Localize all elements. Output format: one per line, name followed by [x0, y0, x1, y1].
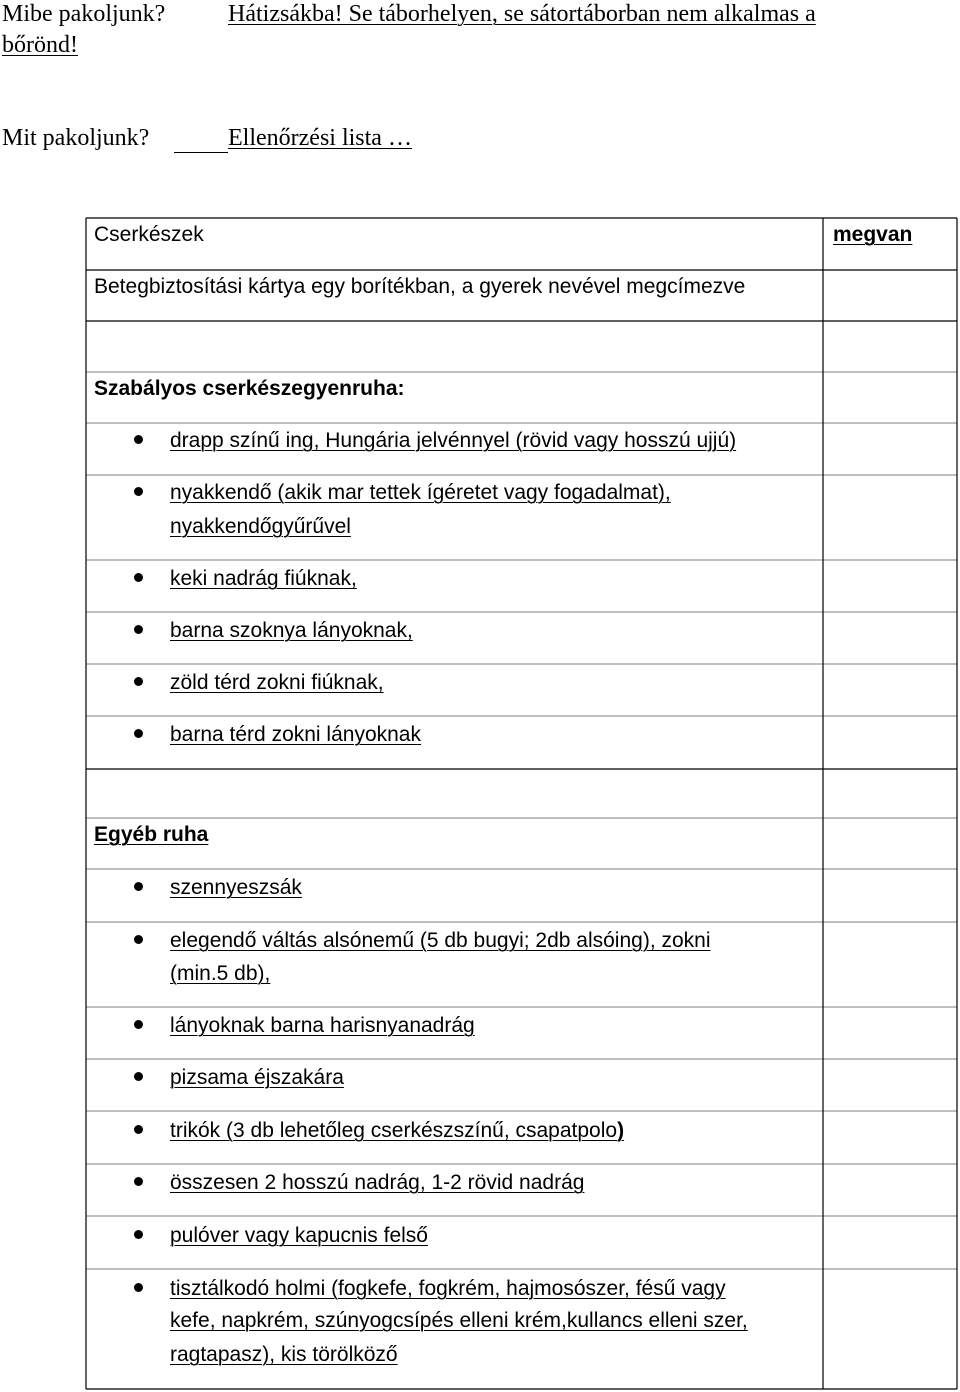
list-item: keki nadrág fiúknak,	[170, 567, 357, 590]
list-item-text-bold: )	[617, 1119, 625, 1142]
section-title-other: Egyéb ruha	[94, 823, 209, 846]
list-item: összesen 2 hosszú nadrág, 1-2 rövid nadrág	[170, 1171, 585, 1194]
header-line3-left: Mit pakoljunk?	[2, 125, 150, 151]
list-item-text: trikók (3 db lehetőleg cserkészszínű, csapatpolo	[170, 1119, 618, 1142]
header-line2: bőrönd!	[2, 32, 78, 58]
list-item-continuation: (min.5 db),	[170, 962, 271, 985]
list-item: pizsama éjszakára	[170, 1066, 344, 1089]
bullet-icon	[134, 677, 143, 686]
column-header-check: megvan	[833, 223, 913, 246]
list-item-continuation: kefe, napkrém, szúnyogcsípés elleni krém,kullancs elleni szer,	[170, 1309, 748, 1332]
list-item: nyakkendő (akik mar tettek ígéretet vagy fogadalmat),	[170, 481, 671, 504]
bullet-icon	[134, 1177, 143, 1186]
list-item: barna szoknya lányoknak,	[170, 619, 413, 642]
header-line3-right: Ellenőrzési lista …	[228, 125, 412, 151]
bullet-icon	[134, 1125, 143, 1134]
bullet-icon	[134, 435, 143, 444]
header-line1-right: Hátizsákba! Se táborhelyen, se sátortáborban nem alkalmas a	[228, 1, 816, 27]
list-item: szennyeszsák	[170, 876, 302, 899]
list-item-continuation: ragtapasz), kis törölköző	[170, 1343, 398, 1366]
bullet-icon	[134, 1283, 143, 1292]
bullet-icon	[134, 935, 143, 944]
list-item	[170, 1114, 624, 1147]
header-line1-left: Mibe pakoljunk?	[2, 1, 166, 27]
section-title-uniform: Szabályos cserkészegyenruha:	[94, 377, 405, 400]
list-item: drapp színű ing, Hungária jelvénnyel (rövid vagy hosszú ujjú)	[170, 429, 737, 452]
column-header-title: Cserkészek	[94, 223, 204, 246]
bullet-icon	[134, 729, 143, 738]
bullet-icon	[134, 882, 143, 891]
bullet-icon	[134, 1020, 143, 1029]
bullet-icon	[134, 573, 143, 582]
list-item: zöld térd zokni fiúknak,	[170, 671, 384, 694]
bullet-icon	[134, 1072, 143, 1081]
list-item: pulóver vagy kapucnis felső	[170, 1224, 428, 1247]
row-insurance: Betegbiztosítási kártya egy borítékban, a gyerek nevével megcímezve	[94, 275, 746, 298]
bullet-icon	[134, 487, 143, 496]
list-item: tisztálkodó holmi (fogkefe, fogkrém, hajmosószer, fésű vagy	[170, 1277, 726, 1300]
list-item: elegendő váltás alsónemű (5 db bugyi; 2db alsóing), zokni	[170, 929, 711, 952]
list-item: lányoknak barna harisnyanadrág	[170, 1014, 475, 1037]
list-item-continuation: nyakkendőgyűrűvel	[170, 515, 351, 538]
bullet-icon	[134, 625, 143, 634]
bullet-icon	[134, 1230, 143, 1239]
list-item: barna térd zokni lányoknak	[170, 723, 421, 746]
